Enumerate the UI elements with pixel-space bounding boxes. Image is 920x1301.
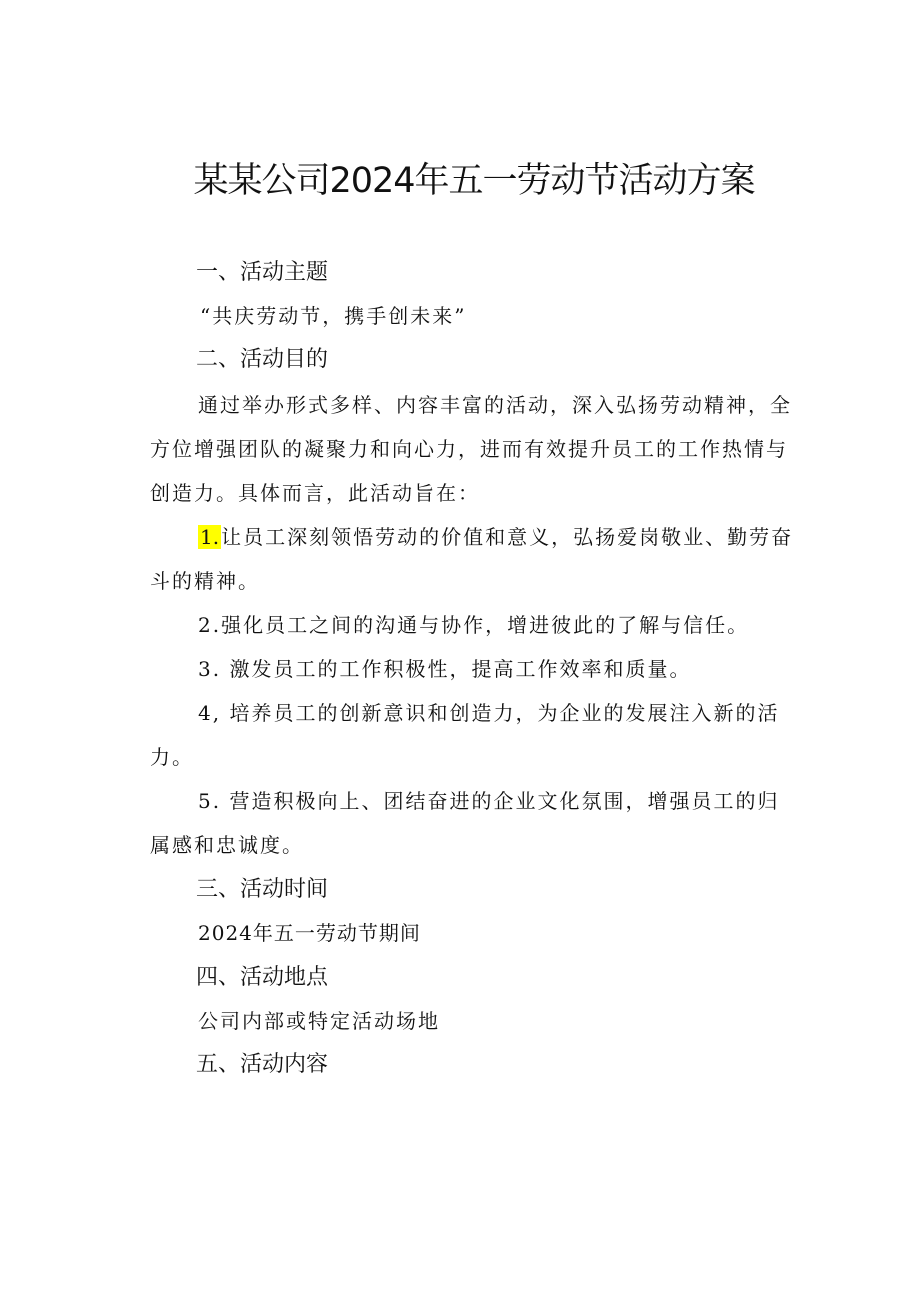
purpose-item-3 (150, 647, 800, 691)
purpose-intro-text: 通过举办形式多样、内容丰富的活动，深入弘扬劳动精神，全方位增强团队的凝聚力和向心力，进而有效提升员工的工作热情与创造力。具体而言，此活动旨在： (150, 393, 792, 505)
purpose-item-5 (150, 779, 800, 867)
activity-location-text: 公司内部或特定活动场地 (198, 1009, 440, 1033)
section-heading-content: 五、活动内容 (196, 1052, 329, 1077)
item-5-text: 营造积极向上、团结奋进的企业文化氛围，增强员工的归属感和忠诚度。 (150, 789, 780, 857)
activity-time-text: 2024年五一劳动节期间 (198, 921, 421, 945)
document-title: 某某公司2024年五一劳动节活动方案 (193, 161, 755, 201)
purpose-item-4 (150, 691, 800, 779)
theme-slogan: “共庆劳动节，携手创未来” (200, 304, 467, 328)
section-heading-location: 四、活动地点 (196, 965, 329, 990)
item-2-text: 强化员工之间的沟通与协作，增进彼此的了解与信任。 (221, 613, 750, 637)
item-2-marker: 2. (198, 613, 222, 637)
purpose-intro-paragraph (150, 383, 800, 515)
item-4-text: 培养员工的创新意识和创造力，为企业的发展注入新的活力。 (150, 701, 780, 769)
item-1-text: 让员工深刻领悟劳动的价值和意义，弘扬爱岗敬业、勤劳奋斗的精神。 (150, 525, 794, 593)
section-heading-purpose: 二、活动目的 (196, 347, 329, 372)
item-5-marker: 5. (198, 789, 222, 813)
purpose-item-2 (150, 603, 800, 647)
item-4-marker: 4, (198, 701, 222, 725)
item-3-text: 激发员工的工作积极性，提高工作效率和质量。 (221, 657, 692, 681)
section-heading-time: 三、活动时间 (196, 877, 329, 902)
purpose-item-1 (150, 515, 800, 603)
item-1-marker-highlight: 1. (200, 525, 220, 549)
section-heading-theme: 一、活动主题 (196, 260, 329, 285)
item-3-marker: 3. (198, 657, 222, 681)
